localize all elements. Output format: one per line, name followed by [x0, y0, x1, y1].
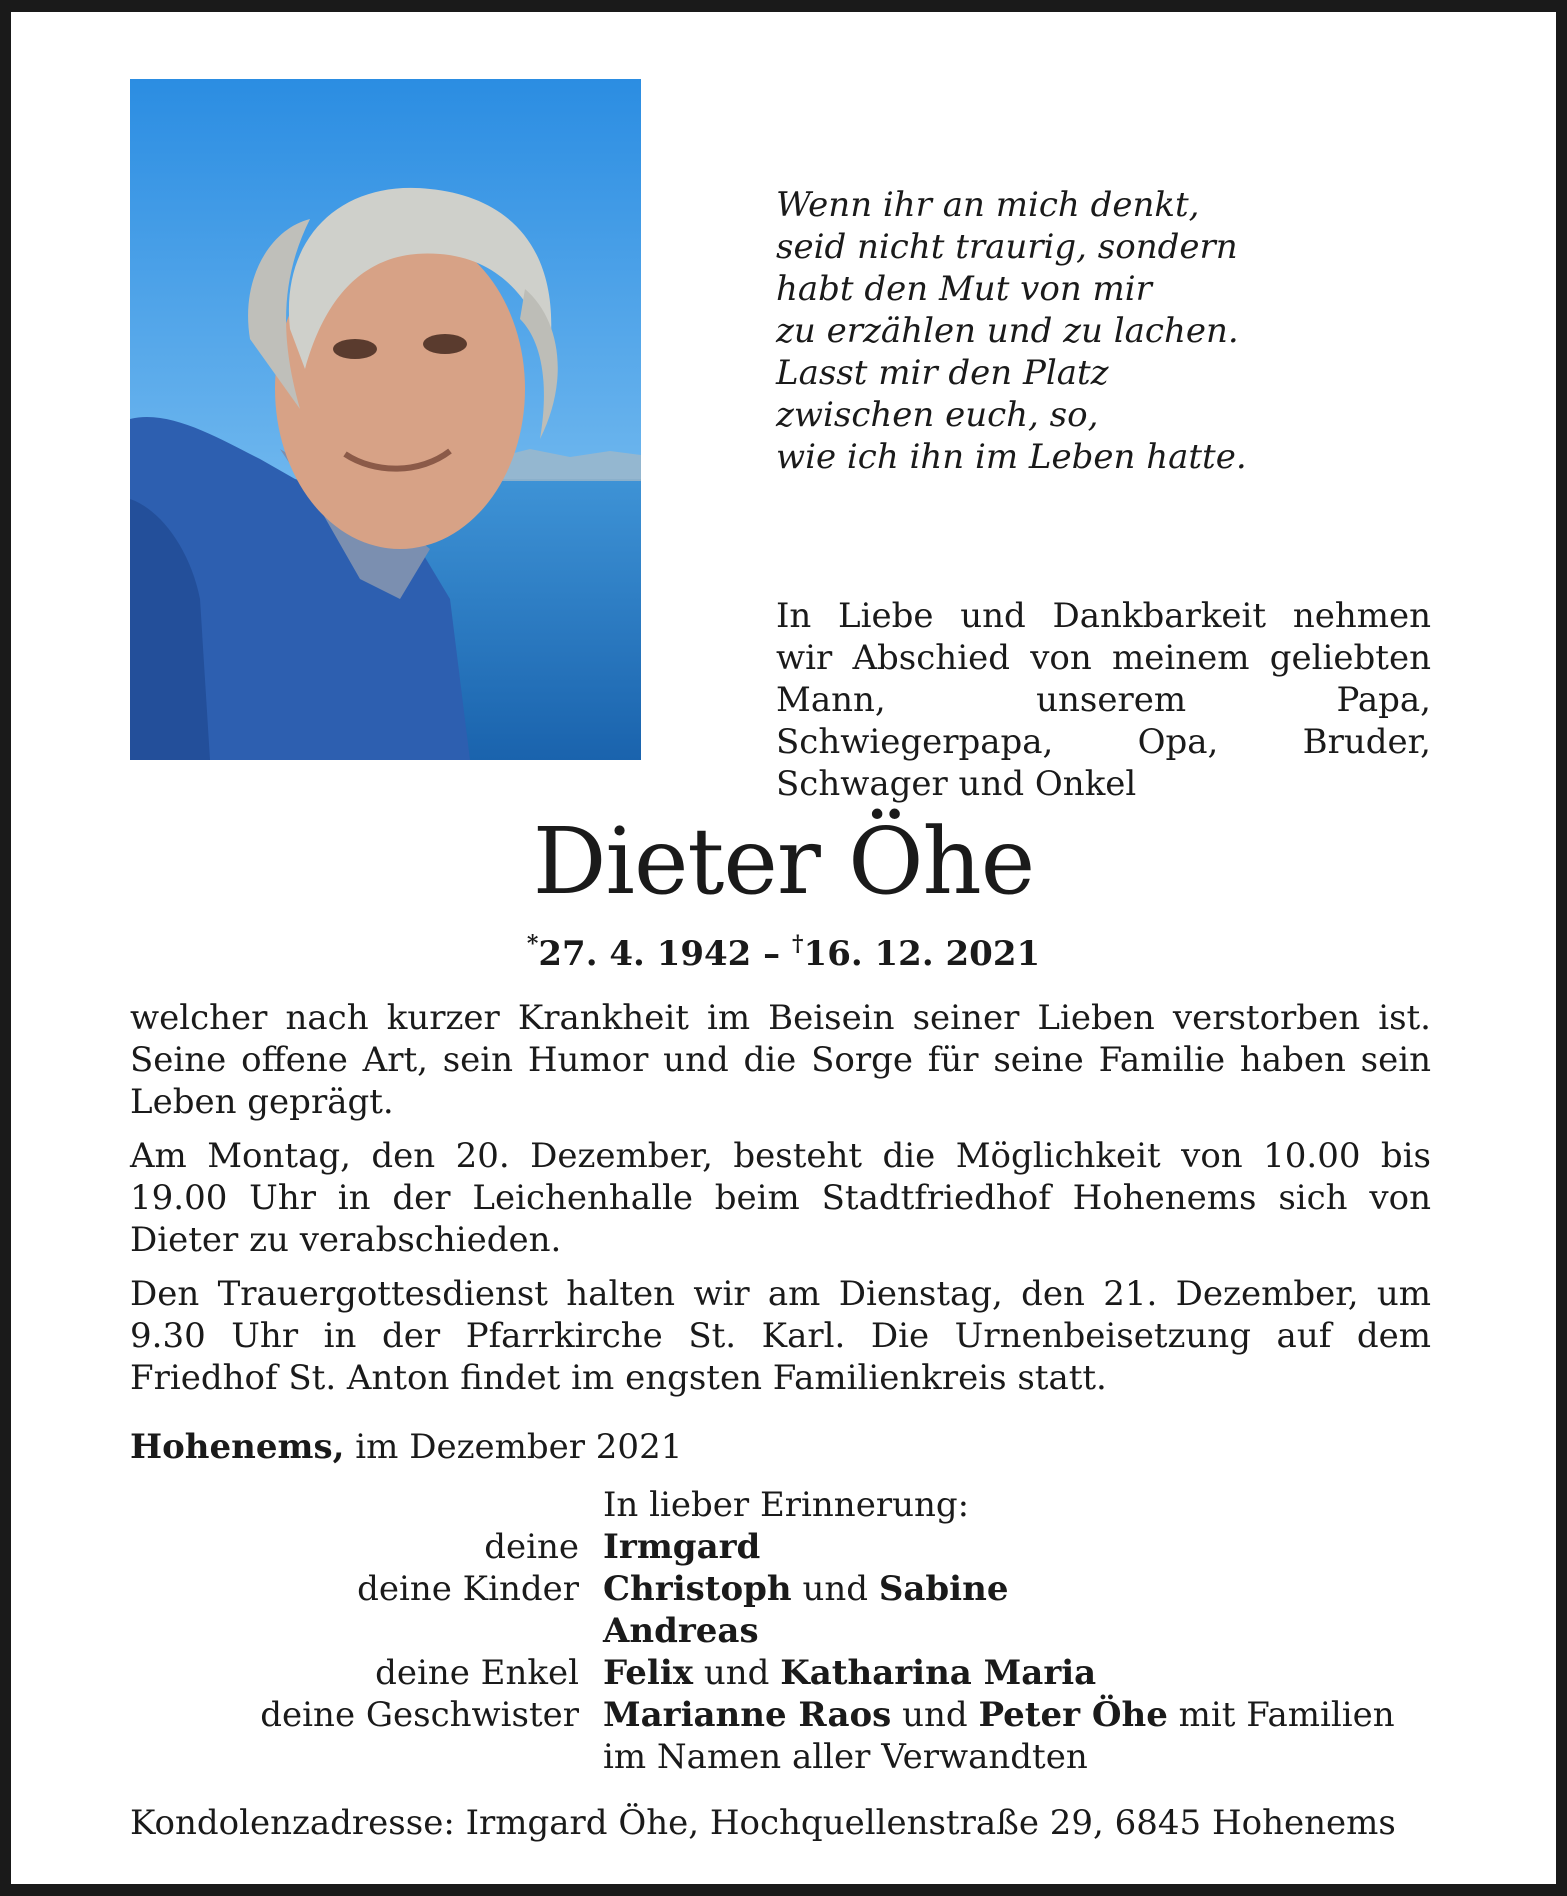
place-city: Hohenems,	[130, 1427, 345, 1467]
birth-symbol: *	[526, 931, 539, 957]
name-sibling-1: Marianne Raos	[603, 1695, 892, 1735]
conjunction: und	[891, 1695, 979, 1735]
condolence-address: Kondolenzadresse: Irmgard Öhe, Hochquellenstraße 29, 6845 Hohenems	[130, 1803, 1396, 1843]
life-dates	[11, 922, 1556, 976]
mourners-row-grandchildren	[130, 1652, 1431, 1694]
name-wife: Irmgard	[603, 1527, 761, 1567]
mourners-row-siblings	[130, 1694, 1431, 1736]
mourners-intro-row	[130, 1484, 1431, 1526]
place-and-date	[130, 1426, 682, 1468]
body-paragraph-viewing: Am Montag, den 20. Dezember, besteht die Möglichkeit von 10.00 bis 19.00 Uhr in der Leichenhalle beim Stadtfriedhof Hohenems sich von Dieter zu verabschieden.	[130, 1136, 1431, 1260]
name-child-2: Andreas	[603, 1611, 759, 1651]
obituary-body	[130, 997, 1431, 1411]
mourners-list	[130, 1484, 1431, 1778]
mourners-row-wife	[130, 1526, 1431, 1568]
conjunction: und	[693, 1653, 781, 1693]
body-paragraph-service: Den Trauergottesdienst halten wir am Dienstag, den 21. Dezember, um 9.30 Uhr in der Pfarrkirche St. Karl. Die Urnenbeisetzung auf dem Friedhof St. Anton findet im engsten Familienkreis statt.	[130, 1274, 1431, 1398]
name-child-1-partner: Sabine	[878, 1569, 1009, 1609]
body-paragraph-illness: welcher nach kurzer Krankheit im Beisein seiner Lieben verstorben ist. Seine offene Art, sein Humor und die Sorge für seine Familie haben sein Leben geprägt.	[130, 998, 1431, 1122]
death-date: 16. 12. 2021	[803, 934, 1041, 974]
mourners-row-children-2	[130, 1610, 1431, 1652]
role-children: deine Kinder	[357, 1569, 579, 1609]
death-symbol: †	[792, 931, 804, 957]
role-grandchildren: deine Enkel	[375, 1653, 579, 1693]
memorial-quote: Wenn ihr an mich denkt, seid nicht traurig, sondern habt den Mut von mir zu erzählen und zu lachen. Lasst mir den Platz zwischen euch, so, wie ich ihn im Leben hatte.	[776, 185, 1247, 477]
portrait-photo	[130, 79, 641, 760]
name-grandchild-2: Katharina Maria	[780, 1653, 1097, 1693]
role-siblings: deine Geschwister	[260, 1695, 579, 1735]
obituary-page	[11, 12, 1556, 1884]
siblings-suffix: mit Familien	[1167, 1695, 1395, 1735]
role-wife: deine	[484, 1527, 579, 1567]
conjunction: und	[791, 1569, 879, 1609]
name-child-1: Christoph	[603, 1569, 792, 1609]
place-date: im Dezember 2021	[344, 1427, 683, 1467]
date-separator: –	[751, 934, 793, 974]
portrait-illustration	[130, 79, 641, 760]
farewell-text: In Liebe und Dankbarkeit nehmen wir Abschied von meinem geliebten Mann, unserem Papa, Schwiegerpapa, Opa, Bruder, Schwager und Onkel	[776, 596, 1431, 804]
mourners-intro: In lieber Erinnerung:	[603, 1485, 970, 1525]
mourners-row-children	[130, 1568, 1431, 1610]
birth-date: 27. 4. 1942	[538, 934, 752, 974]
mourners-row-closing	[130, 1736, 1431, 1778]
mourners-closing: im Namen aller Verwandten	[603, 1737, 1088, 1777]
name-grandchild-1: Felix	[603, 1653, 694, 1693]
name-sibling-2: Peter Öhe	[978, 1695, 1168, 1735]
deceased-name: Dieter Öhe	[532, 808, 1035, 915]
